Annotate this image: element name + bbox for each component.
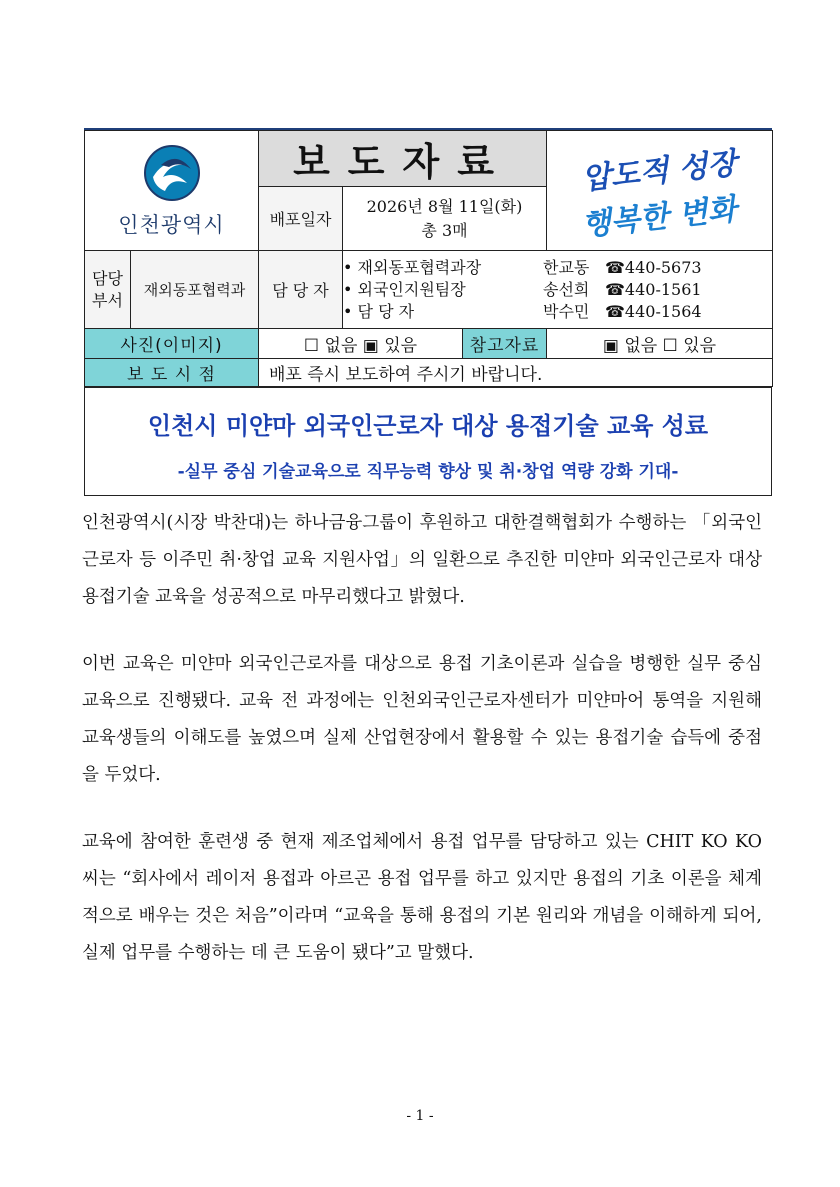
slogan-line-1: 압도적 성장 [579,145,738,197]
contact-row [343,279,772,301]
slogan-graphic [560,139,760,239]
contact-name: 송선희 [543,279,590,299]
release-date-value: 2026년 8월 11일(화) [366,196,523,216]
headline-subtitle: -실무 중심 기술교육으로 직무능력 향상 및 취·창업 역량 강화 기대- [177,462,679,482]
dept-value: 재외동포협력과 [131,251,259,329]
doc-title: 보도자료 [259,131,547,187]
contact-list [343,251,773,329]
press-release-header [84,130,773,387]
timing-value: 배포 즉시 보도하여 주시기 바랍니다. [259,359,773,387]
page-number: - 1 - [406,1108,434,1124]
contact-name: 박수민 [543,301,590,321]
headline-title: 인천시 미얀마 외국인근로자 대상 용접기술 교육 성료 [147,412,709,440]
org-name: 인천광역시 [118,212,225,237]
dept-label-text: 담당 부서 [92,268,123,310]
contact-role: • 재외동포협력과장 [343,257,482,277]
slogan-line-2: 행복한 변화 [579,191,738,239]
photo-options: ☐ 없음 ▣ 있음 [259,329,463,359]
contact-row [343,301,772,323]
reference-label: 참고자료 [463,329,547,359]
contact-role: • 외국인지원팀장 [343,279,466,299]
article-body [82,505,762,1002]
contact-role: • 담 당 자 [343,301,415,321]
contact-row [343,257,772,279]
release-date-cell [343,187,547,251]
paragraph: 인천광역시(시장 박찬대)는 하나금융그룹이 후원하고 대한결핵협회가 수행하는 「외국인근로자 등 이주민 취·창업 교육 지원사업」의 일환으로 추진한 미얀마 외국인근로자 대상 용접기술 교육을 성공적으로 마무리했다고 밝혔다. [82,513,762,607]
contact-phone: ☎440-1561 [605,279,702,299]
dept-label [85,251,131,329]
reference-options: ▣ 없음 ☐ 있음 [547,329,773,359]
logo-cell [85,131,259,251]
photo-label: 사진(이미지) [85,329,259,359]
paragraph: 교육에 참여한 훈련생 중 현재 제조업체에서 용접 업무를 담당하고 있는 CHIT KO KO 씨는 “회사에서 레이저 용접과 아르곤 용접 업무를 하고 있지만 용접의 기초 이론을 체계적으로 배우는 것은 처음”이라며 “교육을 통해 용접의 기본 원리와 개념을 이해하게 되어, 실제 업무를 수행하는 데 큰 도움이 됐다”고 말했다. [82,832,762,963]
release-date-label: 배포일자 [259,187,343,251]
contact-phone: ☎440-1564 [605,301,702,321]
slogan [547,131,773,251]
page-count: 총 3매 [421,220,468,240]
headline-box [84,387,772,496]
incheon-logo-icon [141,143,203,203]
timing-label: 보 도 시 점 [85,359,259,387]
contact-label: 담 당 자 [259,251,343,329]
contact-name: 한교동 [543,257,590,277]
contact-phone: ☎440-5673 [605,257,702,277]
paragraph: 이번 교육은 미얀마 외국인근로자를 대상으로 용접 기초이론과 실습을 병행한 실무 중심 교육으로 진행됐다. 교육 전 과정에는 인천외국인근로자센터가 미얀마어 통역을 지원해 교육생들의 이해도를 높였으며 실제 산업현장에서 활용할 수 있는 용접기술 습득에 중점을 두었다. [82,654,762,785]
